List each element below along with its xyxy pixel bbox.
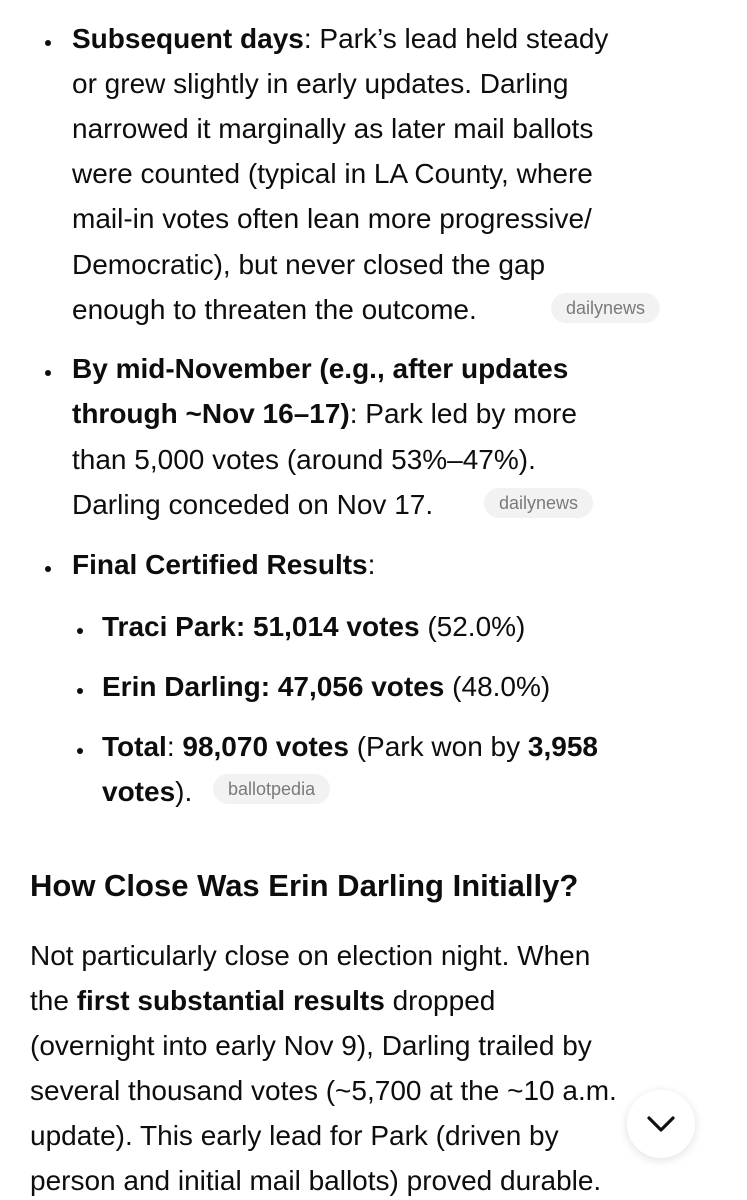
source-chip-dailynews[interactable]: dailynews	[551, 293, 660, 323]
para-line-6: person and initial mail ballots) proved durable.	[30, 1165, 602, 1196]
bullet-dot	[45, 40, 51, 46]
section-heading: How Close Was Erin Darling Initially?	[30, 868, 579, 903]
bullet-dot	[45, 370, 51, 376]
bullet-term: through ~Nov 16–17)	[72, 398, 350, 429]
bullet-midnov-line-1: By mid-November (e.g., after updates	[72, 353, 569, 384]
scroll-down-button[interactable]	[627, 1090, 695, 1158]
sub-bullet-dot	[77, 748, 83, 754]
bullet-subsequent-line-6: Democratic), but never closed the gap	[72, 249, 546, 280]
sub-bullet-dot	[77, 688, 83, 694]
para-line-3: (overnight into early Nov 9), Darling trailed by	[30, 1030, 592, 1061]
bullet-term: Subsequent days	[72, 23, 304, 54]
bullet-subsequent-line-3: narrowed it marginally as later mail ballots	[72, 113, 594, 144]
result-total-line-2: votes).	[102, 776, 193, 807]
bullet-subsequent-line-2: or grew slightly in early updates. Darling	[72, 68, 569, 99]
bullet-subsequent-line-7: enough to threaten the outcome.	[72, 294, 477, 325]
chevron-down-icon	[646, 1115, 676, 1133]
result-traci-park: Traci Park: 51,014 votes (52.0%)	[102, 611, 526, 642]
source-chip-ballotpedia[interactable]: ballotpedia	[213, 774, 330, 804]
para-line-5: update). This early lead for Park (driven by	[30, 1120, 559, 1151]
bullet-subsequent-line-5: mail-in votes often lean more progressive/	[72, 203, 592, 234]
bullet-subsequent-line-1: Subsequent days: Park’s lead held steady	[72, 23, 609, 54]
bullet-midnov-line-4: Darling conceded on Nov 17.	[72, 489, 434, 520]
para-line-1: Not particularly close on election night. When	[30, 940, 591, 971]
result-total-line-1: Total: 98,070 votes (Park won by 3,958	[102, 731, 598, 762]
bullet-midnov-line-2: through ~Nov 16–17): Park led by more	[72, 398, 577, 429]
bullet-term: Final Certified Results	[72, 549, 368, 580]
sub-bullet-dot	[77, 628, 83, 634]
bullet-dot	[45, 566, 51, 572]
para-line-2: the first substantial results dropped	[30, 985, 496, 1016]
para-line-4: several thousand votes (~5,700 at the ~10 a.m.	[30, 1075, 617, 1106]
bullet-midnov-line-3: than 5,000 votes (around 53%–47%).	[72, 444, 536, 475]
source-chip-dailynews[interactable]: dailynews	[484, 488, 593, 518]
result-erin-darling: Erin Darling: 47,056 votes (48.0%)	[102, 671, 551, 702]
bullet-final-line: Final Certified Results:	[72, 549, 376, 580]
bullet-subsequent-line-4: were counted (typical in LA County, where	[72, 158, 593, 189]
